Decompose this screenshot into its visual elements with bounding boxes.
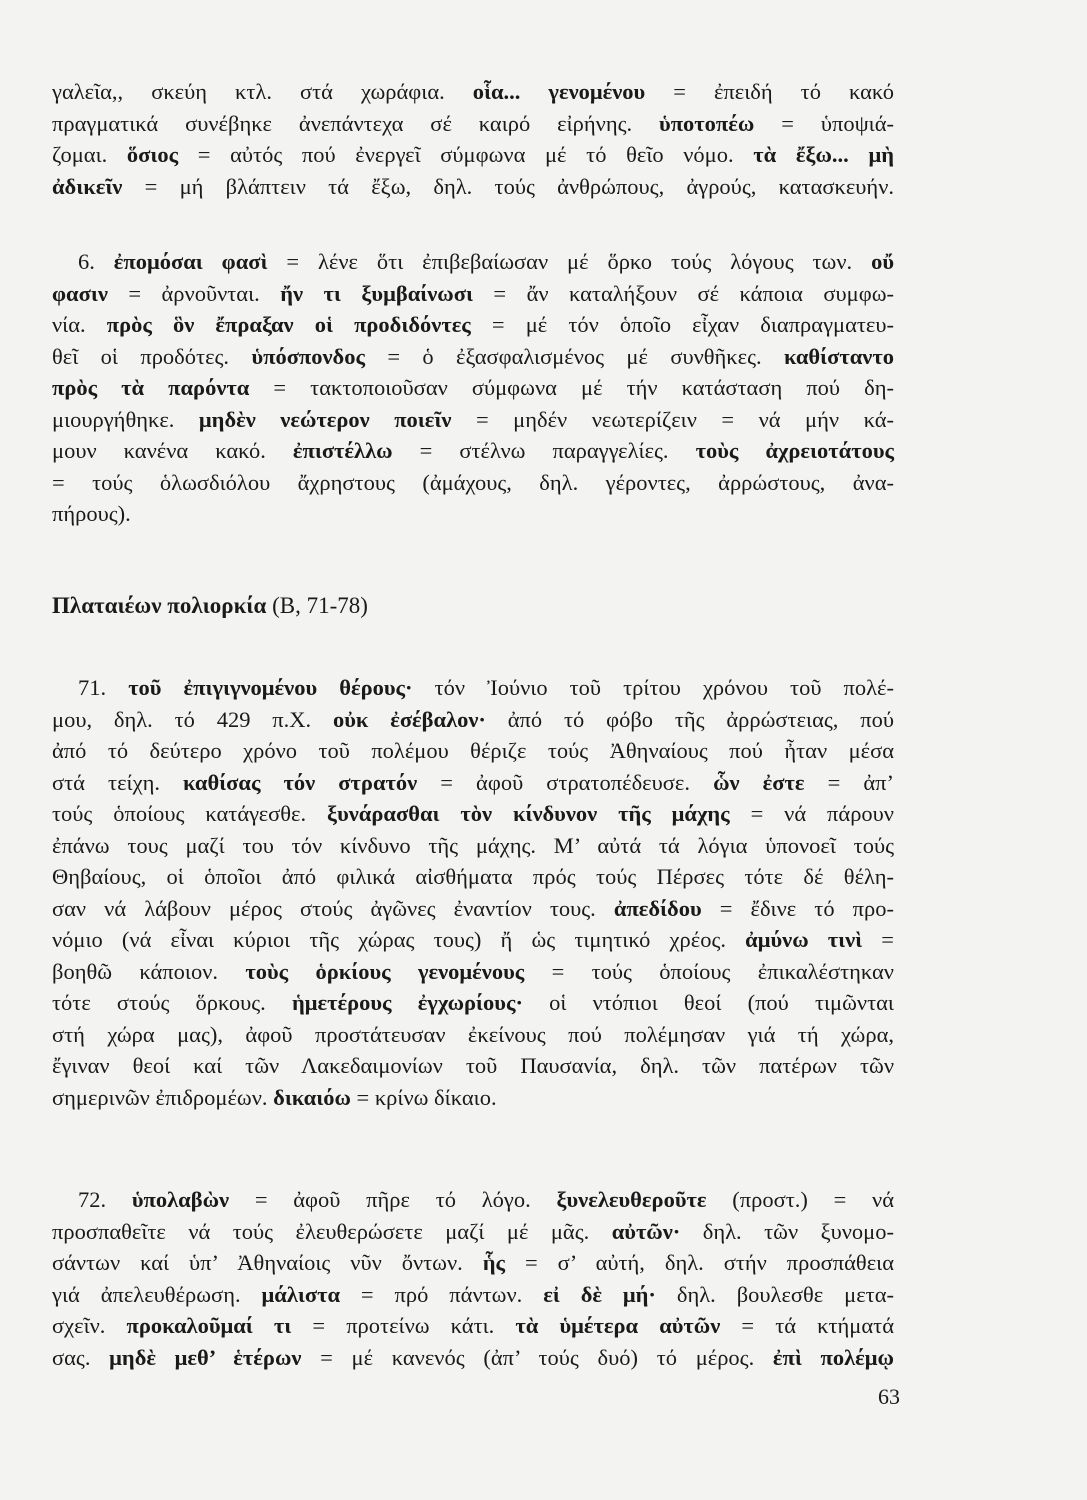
gloss-text: στά τείχη. xyxy=(52,769,184,795)
text-line xyxy=(52,987,894,1019)
gloss-text: (προστ.) = νά xyxy=(706,1187,894,1212)
gloss-text: σχεῖν. xyxy=(52,1313,127,1338)
lemma-term: ἡμετέρους ἐγχωρίους· xyxy=(291,990,523,1015)
gloss-text: = μέ τόν ὁποῖο εἶχαν διαπραγματευ- xyxy=(470,312,894,337)
lemma-term: ἐπὶ πολέμῳ xyxy=(772,1344,894,1370)
text-line xyxy=(52,498,894,530)
gloss-text: δηλ. τῶν ξυνομο- xyxy=(680,1218,894,1244)
lemma-term: ἀμύνω τινὶ xyxy=(745,927,863,952)
lemma-term: μηδὲ μεθ’ ἑτέρων xyxy=(109,1344,302,1370)
gloss-text: ἀπό τό φόβο τῆς ἀρρώστειας, πού xyxy=(485,706,894,732)
gloss-text: = τούς ὁλωσδιόλου ἄχρηστους (ἀμάχους, δηλ. γέροντες, ἀρρώστους, ἀνα- xyxy=(52,469,894,495)
text-line xyxy=(52,341,894,373)
gloss-text: ζομαι. xyxy=(52,142,127,167)
gloss-text: = τά κτήματά xyxy=(720,1313,894,1338)
lemma-term: προκαλοῦμαί τι xyxy=(126,1313,292,1338)
text-line xyxy=(52,372,894,404)
lemma-term: τὰ ὑμέτερα αὐτῶν xyxy=(515,1313,721,1338)
text-line xyxy=(52,798,894,830)
gloss-text: Θηβαίους, οἱ ὁποῖοι ἀπό φιλικά αἰσθήματα πρός τούς Πέρσες τότε δέ θέλη- xyxy=(52,864,894,889)
gloss-text: σημερινῶν ἐπιδρομέων. xyxy=(52,1084,274,1110)
lemma-term: ὑπολαβὼν xyxy=(131,1187,230,1212)
text-line xyxy=(52,704,894,736)
lemma-term: ἐπιστέλλω xyxy=(292,438,393,463)
gloss-text: μιουργήθηκε. xyxy=(52,406,199,432)
gloss-text: τούς ὁποίους κατάγεσθε. xyxy=(52,801,328,826)
gloss-text: = ὁ ἐξασφαλισμένος μέ συνθῆκες. xyxy=(364,343,785,369)
gloss-text: τότε στούς ὅρκους. xyxy=(52,990,292,1015)
heading-title: Πλαταιέων πολιορκία xyxy=(52,593,267,618)
lemma-term: εἰ δὲ μή· xyxy=(543,1281,656,1307)
lemma-term: τὰ ἔξω... μὴ xyxy=(753,142,894,167)
text-line xyxy=(52,893,894,925)
text-line xyxy=(52,278,894,310)
text-line xyxy=(52,1216,894,1248)
gloss-text: προσπαθεῖτε νά τούς ἐλευθερώσετε μαζί μέ μᾶς. xyxy=(52,1218,612,1244)
lemma-term: τοὺς ὁρκίους γενομένους xyxy=(245,958,525,984)
lemma-term: ἀδικεῖν xyxy=(52,173,123,199)
gloss-text: πήρους). xyxy=(52,501,131,526)
gloss-text: = ὑποψιά- xyxy=(754,110,894,136)
gloss-text: = μέ κανενός (ἀπ’ τούς δυό) τό μέρος. xyxy=(301,1344,773,1370)
gloss-text: = σ’ αὐτή, δηλ. στήν προσπάθεια xyxy=(505,1250,894,1275)
lemma-term: ὑποτοπέω xyxy=(659,110,755,136)
heading-reference: (Β, 71-78) xyxy=(266,593,368,618)
gloss-text: μου, δηλ. τό 429 π.Χ. xyxy=(52,706,333,732)
lemma-term: ξυνελευθεροῦτε xyxy=(556,1187,707,1212)
text-line xyxy=(52,1247,894,1279)
gloss-text: στή χώρα μας), ἀφοῦ προστάτευσαν ἐκείνους πού πολέμησαν γιά τή χώρα, xyxy=(52,1021,894,1047)
text-line xyxy=(52,108,894,140)
gloss-text: νόμιο (νά εἶναι κύριοι τῆς χώρας τους) ἤ ὡς τιμητικό χρέος. xyxy=(52,927,746,952)
text-line xyxy=(52,404,894,436)
gloss-text: ἐπάνω τους μαζί του τόν κίνδυνο τῆς μάχης. Μ’ αὐτά τά λόγια ὑπονοεῖ τούς xyxy=(52,832,894,858)
gloss-text: = πρό πάντων. xyxy=(340,1281,544,1307)
gloss-text: νία. xyxy=(52,312,107,337)
lemma-term: ἀπεδίδου xyxy=(613,895,702,921)
lemma-term: καθίσας τόν στρατόν xyxy=(183,769,418,795)
text-line xyxy=(52,1279,894,1311)
text-line xyxy=(52,171,894,203)
text-line xyxy=(52,672,894,704)
lemma-term: ὧν ἐστε xyxy=(713,769,805,795)
gloss-text: σάντων καί ὑπ’ Ἀθηναίοις νῦν ὄντων. xyxy=(52,1250,483,1275)
gloss-text: γιά ἀπελευθέρωση. xyxy=(52,1281,262,1307)
lemma-term: τοὺς ἀχρειοτάτους xyxy=(695,438,894,463)
gloss-text: = λένε ὅτι ἐπιβεβαίωσαν μέ ὅρκο τούς λόγους των. xyxy=(267,249,872,274)
gloss-text: = τούς ὁποίους ἐπικαλέστηκαν xyxy=(524,958,894,984)
text-line xyxy=(52,76,894,108)
text-line xyxy=(52,467,894,499)
text-line xyxy=(52,956,894,988)
gloss-text: = ἀφοῦ στρατοπέδευσε. xyxy=(417,769,714,795)
lemma-term: ὅσιος xyxy=(126,142,179,167)
lemma-term: ὑπόσπονδος xyxy=(251,343,365,369)
page-number: 63 xyxy=(878,1384,900,1409)
lemma-term: πρὸς τὰ παρόντα xyxy=(52,375,250,400)
gloss-text: = ἀφοῦ πῆρε τό λόγο. xyxy=(229,1187,557,1212)
text-line xyxy=(52,1019,894,1051)
gloss-text: γαλεῖα,, σκεύη κτλ. στά χωράφια. xyxy=(52,79,473,104)
gloss-text: = ἄν καταλήξουν σέ κάποια συμφω- xyxy=(472,280,894,306)
gloss-text: οἱ ντόπιοι θεοί (πού τιμῶνται xyxy=(522,990,894,1015)
paragraph-note-6 xyxy=(52,246,894,530)
gloss-text: = μή βλάπτειν τά ἔξω, δηλ. τούς ἀνθρώπους, ἀγρούς, κατασκευήν. xyxy=(122,173,894,199)
gloss-text: = ἀπ’ xyxy=(804,769,894,795)
gloss-text: 71. xyxy=(78,675,129,700)
text-line xyxy=(52,1184,894,1216)
gloss-text: = στέλνω παραγγελίες. xyxy=(392,438,696,463)
lemma-term: οἷα... γενομένου xyxy=(472,79,646,104)
gloss-text: σας. xyxy=(52,1344,110,1370)
gloss-text: τόν Ἰούνιο τοῦ τρίτου χρόνου τοῦ πολέ- xyxy=(412,675,894,700)
gloss-text: πραγματικά συνέβηκε ἀνεπάντεχα σέ καιρό εἰρήνης. xyxy=(52,110,660,136)
gloss-text: ἔγιναν θεοί καί τῶν Λακεδαιμονίων τοῦ Παυσανία, δηλ. τῶν πατέρων τῶν xyxy=(52,1053,894,1078)
gloss-text: θεῖ οἱ προδότες. xyxy=(52,343,252,369)
paragraph-note-72 xyxy=(52,1184,894,1373)
text-line xyxy=(52,1310,894,1342)
lemma-term: αὐτῶν· xyxy=(611,1218,681,1244)
gloss-text: = προτείνω κάτι. xyxy=(291,1313,516,1338)
gloss-text: = κρίνω δίκαιο. xyxy=(350,1084,497,1110)
gloss-text: 72. xyxy=(78,1187,132,1212)
text-line xyxy=(52,735,894,767)
paragraph-note-71 xyxy=(52,672,894,1113)
lemma-term: φασιν xyxy=(52,280,108,306)
lemma-term: δικαιόω xyxy=(273,1084,351,1110)
section-heading xyxy=(52,590,368,622)
gloss-text: ἀπό τό δεύτερο χρόνο τοῦ πολέμου θέριζε τούς Ἀθηναίους πού ἦταν μέσα xyxy=(52,738,894,763)
gloss-text: = ἐπειδή τό κακό xyxy=(645,79,894,104)
gloss-text: = xyxy=(862,927,894,952)
text-line xyxy=(52,1050,894,1082)
lemma-term: οὐκ ἐσέβαλον· xyxy=(332,706,486,732)
gloss-text: = ἔδινε τό προ- xyxy=(701,895,894,921)
lemma-term: μηδὲν νεώτερον ποιεῖν xyxy=(198,406,452,432)
lemma-term: ξυνάρασθαι τὸν κίνδυνον τῆς μάχης xyxy=(327,801,730,826)
text-line xyxy=(52,246,894,278)
lemma-term: ἐπομόσαι φασὶ xyxy=(113,249,268,274)
lemma-term: οὔ xyxy=(871,249,895,274)
lemma-term: μάλιστα xyxy=(261,1281,341,1307)
gloss-text: = τακτοποιοῦσαν σύμφωνα μέ τήν κατάσταση πού δη- xyxy=(249,375,894,400)
lemma-term: πρὸς ὃν ἔπραξαν οἱ προδιδόντες xyxy=(106,312,471,337)
gloss-text: βοηθῶ κάποιον. xyxy=(52,958,246,984)
gloss-text: σαν νά λάβουν μέρος στούς ἀγῶνες ἐναντίον τους. xyxy=(52,895,614,921)
text-line xyxy=(52,830,894,862)
text-line xyxy=(52,435,894,467)
gloss-text: δηλ. βουλεσθε μετα- xyxy=(655,1281,894,1307)
gloss-text: μουν κανένα κακό. xyxy=(52,438,293,463)
gloss-text: = νά πάρουν xyxy=(729,801,894,826)
lemma-term: καθίσταντο xyxy=(784,343,894,369)
gloss-text: = μηδέν νεωτερίζειν = νά μήν κά- xyxy=(451,406,894,432)
text-line xyxy=(52,1082,894,1114)
text-line xyxy=(52,861,894,893)
paragraph-continued xyxy=(52,76,894,202)
lemma-term: ἤν τι ξυμβαίνωσι xyxy=(280,280,473,306)
gloss-text: = ἀρνοῦνται. xyxy=(107,280,281,306)
lemma-term: ἧς xyxy=(482,1250,506,1275)
lemma-term: τοῦ ἐπιγιγνομένου θέρους· xyxy=(128,675,413,700)
gloss-text: = αὐτός πού ἐνεργεῖ σύμφωνα μέ τό θεῖο νόμο. xyxy=(178,142,754,167)
gloss-text: 6. xyxy=(78,249,114,274)
text-line xyxy=(52,309,894,341)
text-line xyxy=(52,139,894,171)
text-line xyxy=(52,924,894,956)
text-line xyxy=(52,1342,894,1374)
text-line xyxy=(52,767,894,799)
